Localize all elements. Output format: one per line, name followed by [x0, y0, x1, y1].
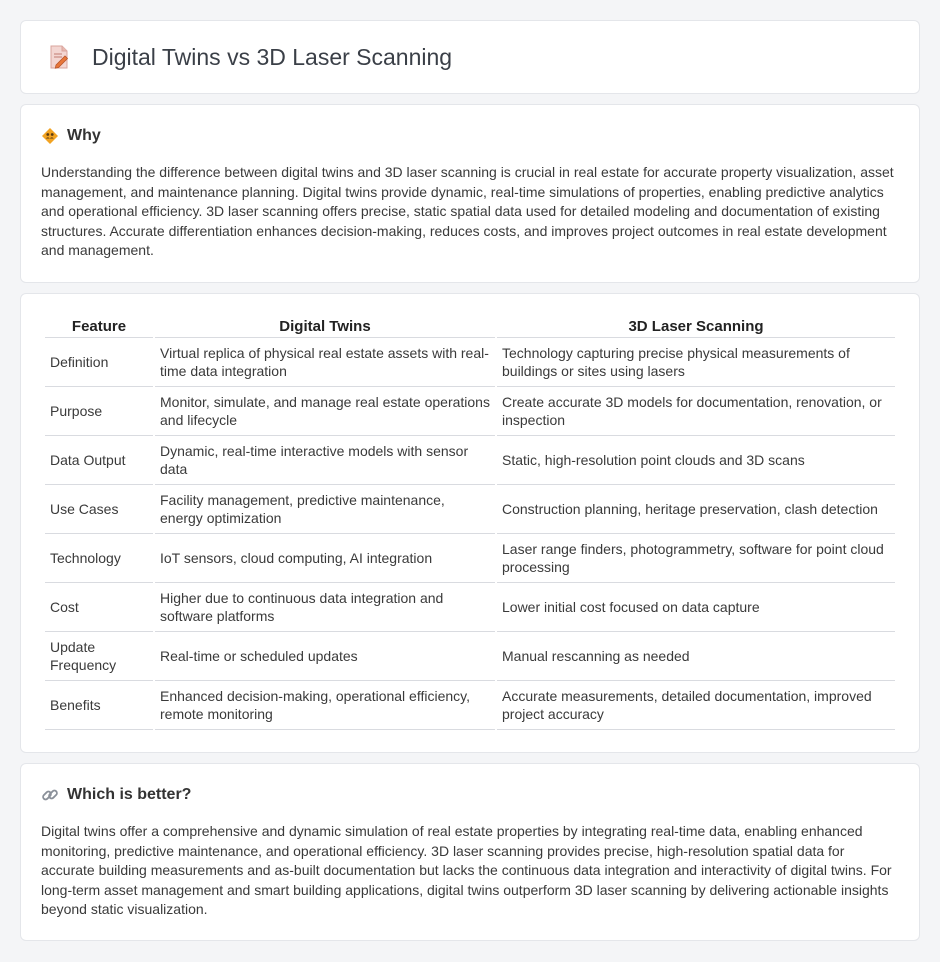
table-row: [45, 583, 895, 632]
table-row: [45, 387, 895, 436]
feature-cell: Definition: [45, 338, 153, 387]
table-row: [45, 632, 895, 681]
digital-twins-cell: Monitor, simulate, and manage real estate operations and lifecycle: [155, 387, 495, 436]
laser-scanning-cell: Technology capturing precise physical measurements of buildings or sites using lasers: [497, 338, 895, 387]
better-heading: Which is better?: [67, 786, 192, 803]
laser-scanning-cell: Lower initial cost focused on data capture: [497, 583, 895, 632]
comparison-card: [20, 293, 920, 753]
feature-cell: Cost: [45, 583, 153, 632]
feature-cell: Data Output: [45, 436, 153, 485]
why-section: [20, 104, 920, 283]
digital-twins-cell: IoT sensors, cloud computing, AI integration: [155, 534, 495, 583]
document-pencil-icon: [46, 44, 72, 70]
comparison-table: [43, 314, 897, 730]
laser-scanning-cell: Manual rescanning as needed: [497, 632, 895, 681]
why-heading: Why: [67, 127, 101, 144]
digital-twins-cell: Facility management, predictive maintenance, energy optimization: [155, 485, 495, 534]
why-header: [41, 127, 899, 145]
table-row: [45, 534, 895, 583]
laser-scanning-cell: Laser range finders, photogrammetry, software for point cloud processing: [497, 534, 895, 583]
header-feature: Feature: [45, 314, 153, 338]
table-row: [45, 338, 895, 387]
laser-scanning-cell: Construction planning, heritage preservation, clash detection: [497, 485, 895, 534]
table-row: [45, 485, 895, 534]
header-3d-laser-scanning: 3D Laser Scanning: [497, 314, 895, 338]
laser-scanning-cell: Create accurate 3D models for documentation, renovation, or inspection: [497, 387, 895, 436]
table-row: [45, 681, 895, 730]
better-header: [41, 786, 899, 804]
digital-twins-cell: Virtual replica of physical real estate assets with real-time data integration: [155, 338, 495, 387]
laser-scanning-cell: Static, high-resolution point clouds and 3D scans: [497, 436, 895, 485]
feature-cell: Technology: [45, 534, 153, 583]
digital-twins-cell: Dynamic, real-time interactive models with sensor data: [155, 436, 495, 485]
digital-twins-cell: Higher due to continuous data integration and software platforms: [155, 583, 495, 632]
why-text: Understanding the difference between digital twins and 3D laser scanning is crucial in real estate for accurate property visualization, asset management, and maintenance planning. Digital twins provide dynamic, real-time simulations of properties, enabling predictive analytics and operational efficiency. 3D laser scanning offers precise, static spatial data used for detailed modeling and documentation of existing structures. Accurate differentiation enhances decision-making, reduces costs, and improves project outcomes in real estate development and management.: [41, 164, 894, 258]
table-row: [45, 436, 895, 485]
laser-scanning-cell: Accurate measurements, detailed documentation, improved project accuracy: [497, 681, 895, 730]
page-title: Digital Twins vs 3D Laser Scanning: [92, 43, 453, 70]
feature-cell: Use Cases: [45, 485, 153, 534]
digital-twins-cell: Enhanced decision-making, operational efficiency, remote monitoring: [155, 681, 495, 730]
feature-cell: Purpose: [45, 387, 153, 436]
digital-twins-cell: Real-time or scheduled updates: [155, 632, 495, 681]
feature-cell: Benefits: [45, 681, 153, 730]
link-icon: [41, 786, 59, 804]
diamond-people-icon: [41, 127, 59, 145]
title-card: [20, 20, 920, 94]
which-is-better-section: [20, 763, 920, 941]
table-header-row: [45, 314, 895, 338]
feature-cell: Update Frequency: [45, 632, 153, 681]
better-text: Digital twins offer a comprehensive and dynamic simulation of real estate properties by integrating real-time data, enabling enhanced monitoring, predictive maintenance, and operational efficiency. 3D laser scanning provides precise, high-resolution spatial data for accurate building measurements and as-built documentation but lacks the continuous data integration and interactivity of digital twins. For long-term asset management and smart building applications, digital twins outperform 3D laser scanning by delivering actionable insights beyond static visualization.: [41, 823, 892, 917]
header-digital-twins: Digital Twins: [155, 314, 495, 338]
